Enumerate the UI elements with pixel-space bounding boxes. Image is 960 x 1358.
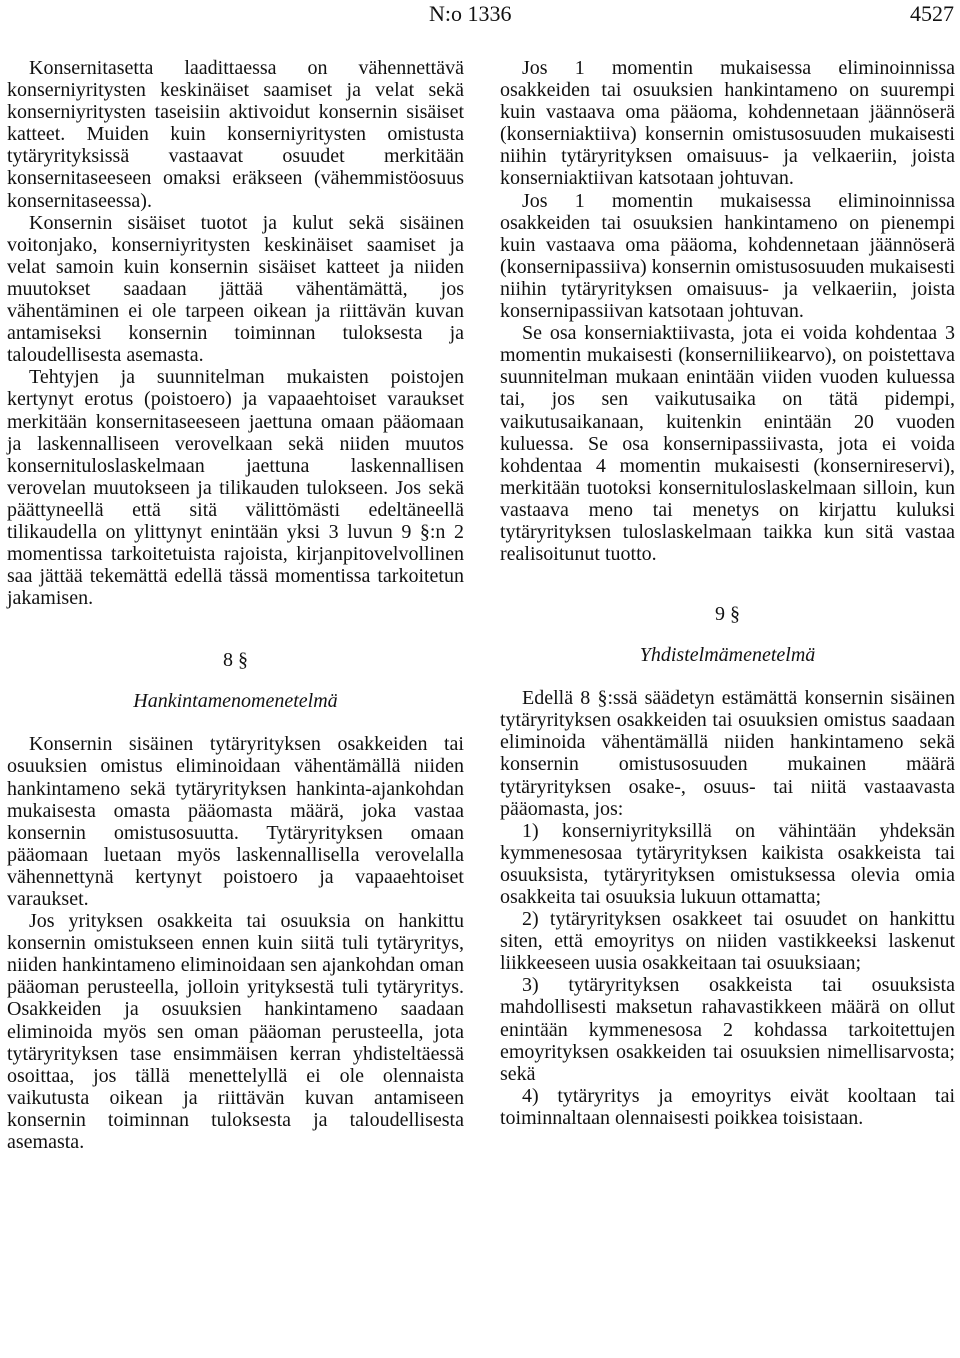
paragraph: Jos 1 momentin mukaisessa eliminoinnissa osakkeiden tai osuuksien hankintameno on suurempi kuin vastaava oma pääoma, kohdennetaan jäännöserä (konserniaktiiva) konsernin omistusosuuden mukaisesti niihin tytäryrityksen omaisuus- ja velkaeriin, joista konserniaktiivan katsotaan johtuvan. (500, 57, 955, 190)
right-column (500, 57, 955, 1129)
left-column (7, 57, 464, 1153)
page-number: 4527 (910, 1, 954, 26)
paragraph: Jos yrityksen osakkeita tai osuuksia on hankittu konsernin omistukseen ennen kuin siitä tuli tytäryritys, niiden hankintameno eliminoidaan sen ajankohdan oman pääoman perusteella, jolloin yrityksestä tuli tytäryritys. Osakkeiden ja osuuksien hankintameno saadaan eliminoida myös sen oman pääoman perusteella, jota tytäryrityksen tase ensimmäisen kerran yhdisteltäessä osoittaa, jos tällä menettelyllä ei ole olennaista vaikutusta oikean ja riittävän kuvan antamiseen konsernin toiminnan tuloksesta ja taloudellisesta asemasta. (7, 910, 464, 1154)
list-item: 4) tytäryritys ja emoyritys eivät kooltaan tai toiminnaltaan olennaisesti poikkea toisistaan. (500, 1084, 955, 1129)
section-body (500, 687, 955, 1129)
paragraph: Konsernitasetta laadittaessa on vähennettävä konserniyritysten keskinäiset saamiset ja velat sekä konserniyritysten taseisiin aktivoidut konsernin sisäiset katteet. Muiden kuin konserniyritysten omistusta tytäryrityksissä vastaavat osuudet merkitään konsernitaseeseen omaksi eräkseen (vähemmistöosuus konsernitaseessa). (7, 57, 464, 212)
paragraph: Tehtyjen ja suunnitelman mukaisten poistojen kertynyt erotus (poistoero) ja vapaaehtoiset varaukset merkitään konsernitaseeseen jaettuna omaan pääomaan ja laskennalliseen verovelkaan sekä niiden muutos konsernituloslaskelmaan jaettuna laskennallisen verovelan muutokseen ja tilikauden tulokseen. Jos sekä päättyneellä että sitä välittömästi edeltäneellä tilikaudella on ylittynyt enintään yksi 3 luvun 9 §:n 2 momentissa tarkoitetuista rajoista, kirjanpitovelvollinen saa jättää tekemättä edellä tässä momentissa tarkoitetun jakamisen. (7, 366, 464, 610)
paragraph: Se osa konserniaktiivasta, jota ei voida kohdentaa 3 momentin mukaisesti (konserniliikearvo), on poistettava suunnitelman mukaan enintään viiden vuoden kuluessa tai, jos sen vaikutusaika on tätä pidempi, vaikutusaikanaan, kuitenkin enintään 20 vuoden kuluessa. Se osa konsernipassiivasta, jota ei voida kohdentaa 4 momentin mukaisesti (konsernireservi), merkitään tuotoksi konsernituloslaskelmaan silloin, kun vastaava meno tai menetys on kirjattu kuluksi tytäryrityksen tuloslaskelmaan taikka kun sitä vastaa realisoitunut tuotto. (500, 322, 955, 566)
list-item: 2) tytäryrityksen osakkeet tai osuudet on hankittu siten, että emoyritys on niiden vastikkeeksi laskenut liikkeeseen uusia osakkeitaan tai osuuksiaan; (500, 908, 955, 975)
list-item: 1) konserniyrityksillä on vähintään yhdeksän kymmenesosaa tytäryrityksen kaikista osakkeista tai osuuksista, tytäryrityksen omistuksessa olevia omia osakkeita tai osuuksia lukuun ottamatta; (500, 819, 955, 908)
paragraph: Konsernin sisäiset tuotot ja kulut sekä sisäinen voitonjako, konserniyritysten keskinäiset saamiset ja velat samoin kuin konsernin sisäiset katteet ja niiden muutokset saadaan jättää vähentämättä, jos vähentäminen ei ole tarpeen oikean ja riittävän kuvan antamiseksi konsernin toiminnan tuloksesta ja taloudellisesta asemasta. (7, 211, 464, 367)
paragraph: Konsernin sisäinen tytäryrityksen osakkeiden tai osuuksien omistus eliminoidaan vähentämällä niiden hankintameno sekä tytäryrityksen hankinta-ajankohdan mukaisesta omasta pääomasta määrä, joka vastaa konsernin omistusosuutta. Tytäryrityksen omaan pääomaan luetaan myös laskennallisella verovelalla vähennettynä kertynyt poistoero ja vapaaehtoiset varaukset. (7, 733, 464, 910)
list-item: 3) tytäryrityksen osakkeista tai osuuksista mahdollisesti maksetun rahavastikkeen määrä on ollut enintään kymmenesosa 2 kohdassa tarkoitettujen emoyrityksen osakkeiden tai osuuksien nimellisarvosta; sekä (500, 974, 955, 1085)
section-title: Yhdistelmämenetelmä (639, 644, 816, 667)
paragraph: Edellä 8 §:ssä säädetyn estämättä konsernin sisäinen tytäryrityksen osakkeiden tai osuuksien omistus saadaan eliminoida vähentämällä niiden hankintameno sekä konsernin omistusosuuden mukainen määrä tytäryrityksen osake-, osuus- tai niitä vastaavasta pääomasta, jos: (500, 687, 955, 820)
section-title: Hankintamenomenetelmä (133, 690, 338, 713)
document-number: N:o 1336 (429, 1, 512, 26)
paragraph: Jos 1 momentin mukaisessa eliminoinnissa osakkeiden tai osuuksien hankintameno on pienempi kuin vastaava oma pääoma, kohdennetaan jäännöserä (konsernipassiiva) konsernin omistusosuuden mukaisesti niihin tytäryrityksen omaisuus- ja velkaeriin, joista konsernipassiivan katsotaan johtuvan. (500, 189, 955, 323)
page-header (0, 0, 960, 30)
section-number: 8 § (223, 649, 248, 672)
section-number: 9 § (715, 603, 740, 626)
